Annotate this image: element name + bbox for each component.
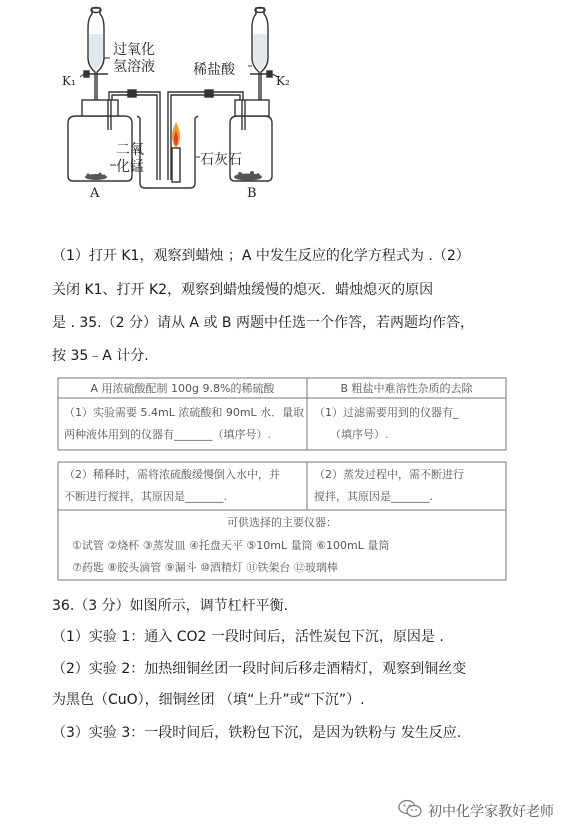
watermark — [398, 799, 554, 823]
stopper-b — [235, 100, 269, 116]
apparatus-diagram — [0, 0, 568, 205]
table-header-b: B 粗盐中难溶性杂质的去除 — [340, 382, 473, 395]
table-a1-line-1: （1）实验需要 5.4mL 浓硫酸和 90mL 水．量取 — [64, 406, 305, 419]
label-k2: K₂ — [276, 74, 290, 88]
table-b1-line-2: （填序号）. — [330, 428, 389, 441]
instruments-title: 可供选择的主要仪器： — [227, 516, 337, 529]
q36-exp2-line-2: 为黑色（CuO），细铜丝团 （填“上升”或“下沉”）. — [52, 692, 365, 708]
label-bottle-b: B — [247, 186, 257, 201]
q36-exp1: （1）实验 1：通入 CO2 一段时间后，活性炭包下沉，原因是 . — [52, 629, 444, 645]
instruments-row-1: ①试管 ②烧杯 ③蒸发皿 ④托盘天平 ⑤10mL 量筒 ⑥100mL 量筒 — [72, 539, 390, 552]
wechat-icon — [398, 799, 422, 823]
label-mno2: 二氧 化锰 — [116, 142, 144, 175]
label-bottle-a: A — [90, 186, 100, 201]
q34-line-3: 是 . 35.（2 分）请从 A 或 B 两题中任选一个作答，若两题均作答， — [52, 315, 474, 331]
label-h2o2: 过氧化 氢溶液 — [113, 42, 155, 75]
q36-exp2-line-1: （2）实验 2：加热细铜丝团一段时间后移走酒精灯，观察到铜丝变 — [52, 661, 467, 677]
table-a1-line-2: 两种液体用到的仪器有_______（填序号）. — [64, 428, 271, 441]
q36-title: 36.（3 分）如图所示，调节杠杆平衡. — [52, 598, 289, 614]
table-a2-line-1: （2）稀释时，需将浓硫酸缓慢倒入水中，并 — [64, 468, 280, 481]
label-hcl: 稀盐酸 — [193, 62, 235, 78]
q34-line-2: 关闭 K1、打开 K2，观察到蜡烛缓慢的熄灭．蜡烛熄灭的原因 — [52, 282, 434, 298]
instruments-row-2: ⑦药匙 ⑧胶头滴管 ⑨漏斗 ⑩酒精灯 ⑪铁架台 ⑫玻璃棒 — [72, 561, 338, 574]
q36-exp3: （3）实验 3：一段时间后，铁粉包下沉，是因为铁粉与 发生反应. — [52, 725, 462, 741]
watermark-text: 初中化学家教好老师 — [428, 804, 554, 820]
flame — [172, 122, 180, 148]
q34-line-1: （1）打开 K1，观察到蜡烛 ；A 中发生反应的化学方程式为 .（2） — [52, 248, 470, 264]
table-header-a: A 用浓硫酸配制 100g 9.8%的稀硫酸 — [90, 382, 275, 395]
table-b1-line-1: （1）过滤需要用到的仪器有_ — [314, 406, 459, 419]
table-a2-line-2: 不断进行搅拌，其原因是_______. — [64, 490, 227, 503]
apparatus-drawing — [0, 0, 568, 205]
q34-line-4: 按 35﹣A 计分. — [52, 348, 149, 364]
table-b2-line-1: （2）蒸发过程中，需不断进行 — [314, 468, 464, 481]
candle — [172, 148, 180, 182]
table-b2-line-2: 搅拌，其原因是_______. — [314, 490, 433, 503]
label-k1: K₁ — [62, 74, 76, 88]
label-limestone: 石灰石 — [200, 152, 242, 168]
stopper-a — [82, 100, 118, 116]
